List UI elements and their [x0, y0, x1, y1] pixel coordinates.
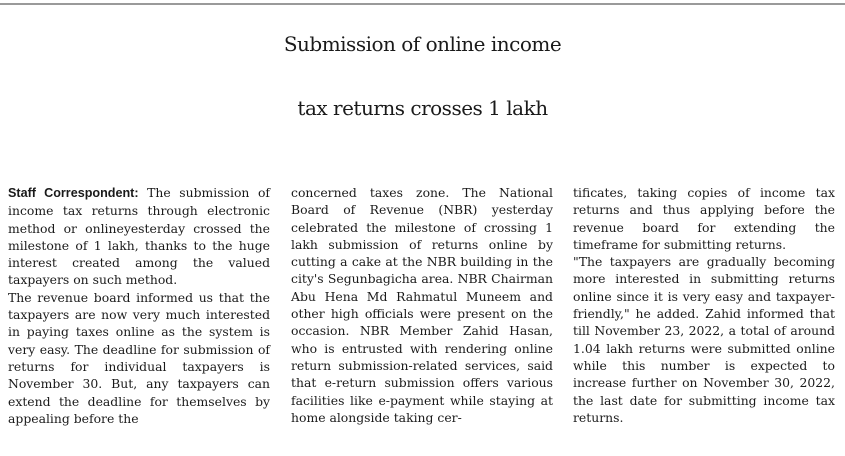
byline: Staff Correspondent:: [8, 186, 139, 200]
article-column-3: [573, 184, 835, 426]
headline-line-2: tax returns crosses 1 lakh: [297, 96, 548, 120]
headline-line-1: Submission of online income: [283, 32, 562, 56]
article-column-1: [8, 184, 270, 427]
paragraph-3: concerned taxes zone. The National Board of Revenue (NBR) yesterday celebrated the milestone of crossing 1 lakh submission of returns online by cutting a cake at the NBR building in the city's Segunbagicha area. NBR Chairman Abu Hena Md Rahmatul Muneem and other high officials were present on the occasion. NBR Member Zahid Hasan, who is entrusted with rendering online return submission-related services, said that e-return submission offers various facilities like e-payment while staying at home alongside taking cer-: [291, 185, 553, 425]
paragraph-1-text: The submission of income tax returns through electronic method or onlineyesterday crossed the milestone of 1 lakh, thanks to the huge interest created among the valued taxpayers on such method.: [8, 185, 270, 288]
paragraph-5: "The taxpayers are gradually becoming more interested in submitting returns online since it is very easy and taxpayer-friendly," he added. Zahid informed that till November 23, 2022, a total of around 1.04 lakh returns were submitted online while this number is expected to increase further on November 30, 2022, the last date for submitting income tax returns.: [573, 254, 835, 425]
article-column-2: [291, 184, 553, 426]
paragraph-1: [8, 184, 270, 289]
paragraph-4: tificates, taking copies of income tax returns and thus applying before the revenue board for extending the timeframe for submitting returns.: [573, 185, 835, 252]
article-headline: [0, 12, 845, 140]
top-rule: [0, 3, 845, 5]
paragraph-2: The revenue board informed us that the taxpayers are now very much interested in paying taxes online as the system is very easy. The deadline for submission of returns for individual taxpayers is November 30. But, any taxpayers can extend the deadline for themselves by appealing before the: [8, 289, 270, 426]
